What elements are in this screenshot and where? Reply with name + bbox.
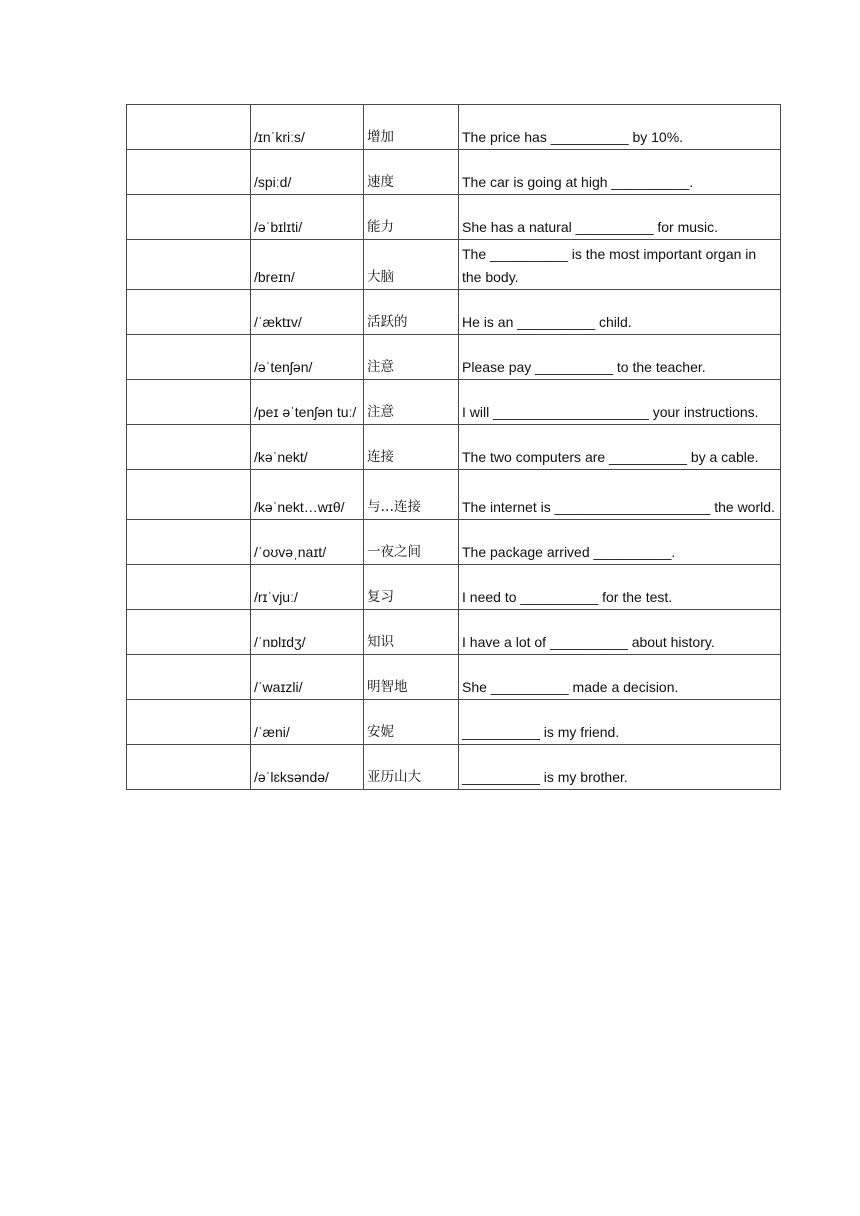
chinese-meaning-cell: 速度 [364, 150, 459, 195]
chinese-meaning-cell: 大脑 [364, 240, 459, 290]
chinese-meaning-cell: 一夜之间 [364, 520, 459, 565]
word-cell[interactable] [127, 565, 251, 610]
vocabulary-table [126, 104, 781, 790]
word-cell[interactable] [127, 610, 251, 655]
table-row [127, 520, 781, 565]
chinese-meaning-cell: 复习 [364, 565, 459, 610]
table-row [127, 105, 781, 150]
chinese-meaning-cell: 安妮 [364, 700, 459, 745]
chinese-meaning-cell: 与…连接 [364, 470, 459, 520]
phonetic-cell: /əˈbɪlɪti/ [251, 195, 364, 240]
word-cell[interactable] [127, 195, 251, 240]
phonetic-cell: /breɪn/ [251, 240, 364, 290]
phonetic-cell: /kəˈnekt/ [251, 425, 364, 470]
table-row [127, 240, 781, 290]
word-cell[interactable] [127, 470, 251, 520]
table-row [127, 565, 781, 610]
word-cell[interactable] [127, 700, 251, 745]
table-row [127, 425, 781, 470]
word-cell[interactable] [127, 290, 251, 335]
table-row [127, 335, 781, 380]
word-cell[interactable] [127, 655, 251, 700]
table-row [127, 700, 781, 745]
example-sentence-cell: I have a lot of __________ about history. [459, 610, 781, 655]
table-row [127, 290, 781, 335]
phonetic-cell: /ˈoʊvəˌnaɪt/ [251, 520, 364, 565]
table-row [127, 470, 781, 520]
word-cell[interactable] [127, 425, 251, 470]
phonetic-cell: /ˈæni/ [251, 700, 364, 745]
word-cell[interactable] [127, 745, 251, 790]
phonetic-cell: /əˈlɛksəndə/ [251, 745, 364, 790]
example-sentence-cell: The internet is ____________________ the world. [459, 470, 781, 520]
chinese-meaning-cell: 活跃的 [364, 290, 459, 335]
example-sentence-cell: I will ____________________ your instructions. [459, 380, 781, 425]
chinese-meaning-cell: 增加 [364, 105, 459, 150]
phonetic-cell: /ɪnˈkriːs/ [251, 105, 364, 150]
word-cell[interactable] [127, 520, 251, 565]
phonetic-cell: /kəˈnekt…wɪθ/ [251, 470, 364, 520]
phonetic-cell: /peɪ əˈtenʃən tuː/ [251, 380, 364, 425]
example-sentence-cell: The two computers are __________ by a cable. [459, 425, 781, 470]
table-row [127, 195, 781, 240]
table-row [127, 150, 781, 195]
word-cell[interactable] [127, 335, 251, 380]
table-row [127, 655, 781, 700]
chinese-meaning-cell: 明智地 [364, 655, 459, 700]
example-sentence-cell: The package arrived __________. [459, 520, 781, 565]
table-row [127, 745, 781, 790]
chinese-meaning-cell: 注意 [364, 380, 459, 425]
phonetic-cell: /spiːd/ [251, 150, 364, 195]
table-row [127, 380, 781, 425]
word-cell[interactable] [127, 150, 251, 195]
example-sentence-cell: He is an __________ child. [459, 290, 781, 335]
example-sentence-cell: The __________ is the most important organ in the body. [459, 240, 781, 290]
word-cell[interactable] [127, 240, 251, 290]
example-sentence-cell: She __________ made a decision. [459, 655, 781, 700]
table-row [127, 610, 781, 655]
chinese-meaning-cell: 注意 [364, 335, 459, 380]
phonetic-cell: /ˈwaɪzli/ [251, 655, 364, 700]
example-sentence-cell: __________ is my friend. [459, 700, 781, 745]
example-sentence-cell: __________ is my brother. [459, 745, 781, 790]
example-sentence-cell: The car is going at high __________. [459, 150, 781, 195]
example-sentence-cell: She has a natural __________ for music. [459, 195, 781, 240]
phonetic-cell: /rɪˈvjuː/ [251, 565, 364, 610]
chinese-meaning-cell: 能力 [364, 195, 459, 240]
phonetic-cell: /ˈnɒlɪdʒ/ [251, 610, 364, 655]
chinese-meaning-cell: 知识 [364, 610, 459, 655]
chinese-meaning-cell: 亚历山大 [364, 745, 459, 790]
phonetic-cell: /əˈtenʃən/ [251, 335, 364, 380]
word-cell[interactable] [127, 380, 251, 425]
word-cell[interactable] [127, 105, 251, 150]
example-sentence-cell: The price has __________ by 10%. [459, 105, 781, 150]
example-sentence-cell: I need to __________ for the test. [459, 565, 781, 610]
phonetic-cell: /ˈæktɪv/ [251, 290, 364, 335]
example-sentence-cell: Please pay __________ to the teacher. [459, 335, 781, 380]
chinese-meaning-cell: 连接 [364, 425, 459, 470]
